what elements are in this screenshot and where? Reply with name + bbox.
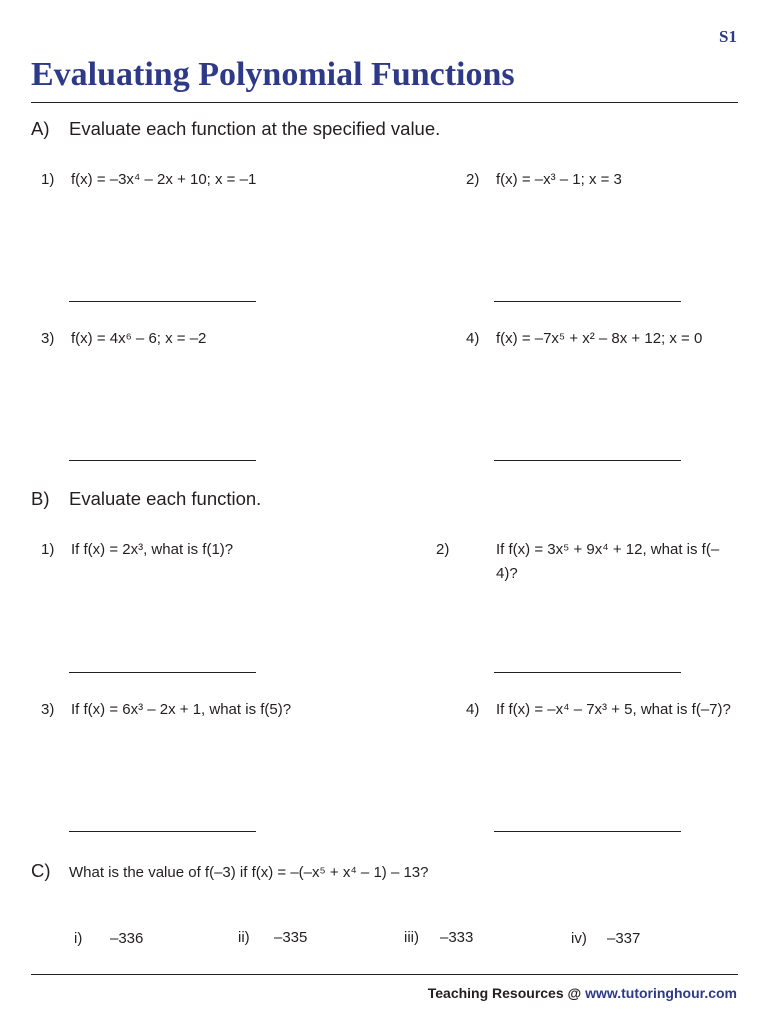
question-a3 [41, 327, 206, 351]
footer-divider [31, 974, 738, 975]
option-value: –333 [440, 929, 474, 946]
question-text: f(x) = –x³ – 1; x = 3 [496, 171, 622, 188]
question-number: 1) [41, 541, 55, 558]
question-a2 [466, 168, 622, 192]
option-value: –336 [110, 930, 144, 947]
question-text: If f(x) = 3x⁵ + 9x⁴ + 12, what is f(–4)? [496, 541, 720, 582]
question-number: 4) [466, 701, 480, 718]
question-b1 [41, 538, 233, 562]
footer-label: Teaching Resources @ [427, 985, 582, 1001]
section-b-letter: B) [31, 488, 50, 509]
answer-line-a4[interactable] [494, 460, 681, 461]
section-b-instruction: Evaluate each function. [69, 488, 262, 509]
section-a-heading [31, 118, 440, 140]
question-number: 2) [466, 171, 480, 188]
answer-line-a1[interactable] [69, 301, 256, 302]
section-c-letter: C) [31, 860, 51, 881]
option-label: iii) [404, 929, 419, 946]
page-title: Evaluating Polynomial Functions [31, 56, 515, 93]
question-number: 1) [41, 171, 55, 188]
question-number: 3) [41, 330, 55, 347]
section-c-question: What is the value of f(–3) if f(x) = –(–x⁵ + x⁴ – 1) – 13? [69, 864, 429, 881]
section-c-heading [31, 860, 429, 882]
question-b3 [41, 698, 291, 722]
option-value: –335 [274, 929, 308, 946]
option-ii[interactable] [238, 929, 307, 946]
option-value: –337 [607, 930, 641, 947]
option-label: i) [74, 930, 83, 947]
answer-line-b1[interactable] [69, 672, 256, 673]
option-i[interactable] [74, 930, 143, 947]
question-text: f(x) = 4x⁶ – 6; x = –2 [71, 330, 207, 347]
question-number: 3) [41, 701, 55, 718]
footer-site-link[interactable]: www.tutoringhour.com [585, 985, 737, 1001]
answer-line-b2[interactable] [494, 672, 681, 673]
worksheet-code: S1 [719, 27, 737, 46]
question-b2 [436, 538, 736, 586]
answer-line-a2[interactable] [494, 301, 681, 302]
title-divider [31, 102, 738, 103]
question-text: If f(x) = 6x³ – 2x + 1, what is f(5)? [71, 701, 292, 718]
option-label: iv) [571, 930, 587, 947]
question-number: 2) [436, 541, 450, 558]
question-text: f(x) = –7x⁵ + x² – 8x + 12; x = 0 [496, 330, 703, 347]
question-text: If f(x) = –x⁴ – 7x³ + 5, what is f(–7)? [496, 701, 731, 718]
footer [428, 985, 737, 1001]
section-b-heading [31, 488, 261, 510]
question-a4 [466, 327, 702, 351]
question-number: 4) [466, 330, 480, 347]
question-a1 [41, 168, 256, 192]
question-text: f(x) = –3x⁴ – 2x + 10; x = –1 [71, 171, 257, 188]
section-a-letter: A) [31, 118, 50, 139]
question-b4 [466, 698, 731, 722]
option-iv[interactable] [571, 930, 640, 947]
option-iii[interactable] [404, 929, 473, 946]
section-a-instruction: Evaluate each function at the specified value. [69, 118, 441, 139]
question-text: If f(x) = 2x³, what is f(1)? [71, 541, 234, 558]
answer-line-a3[interactable] [69, 460, 256, 461]
answer-line-b4[interactable] [494, 831, 681, 832]
answer-line-b3[interactable] [69, 831, 256, 832]
option-label: ii) [238, 929, 250, 946]
